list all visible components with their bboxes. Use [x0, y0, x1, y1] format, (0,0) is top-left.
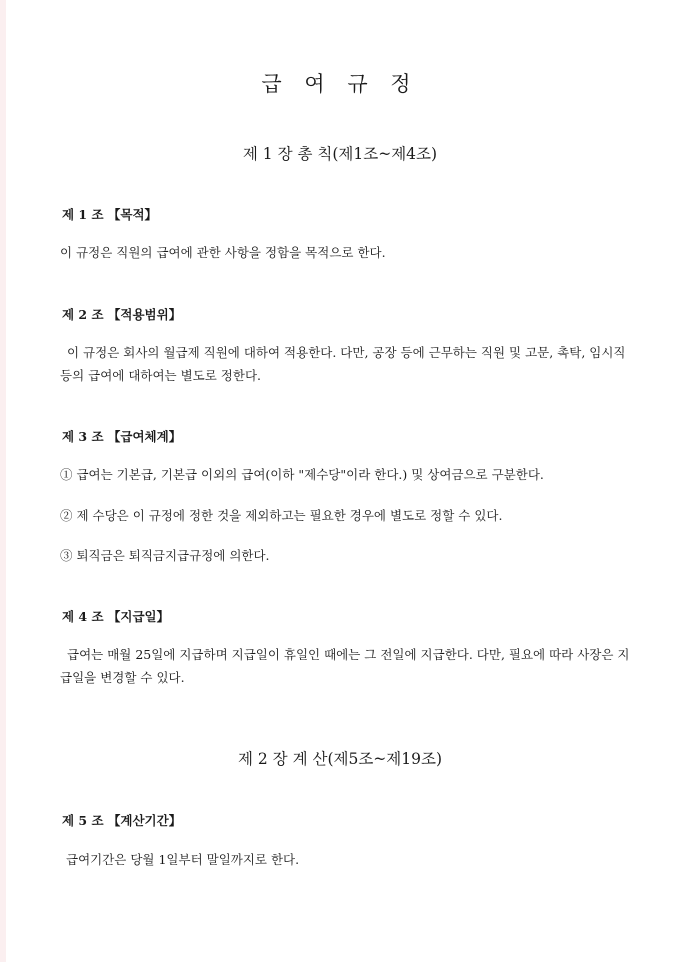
- article-2-heading: 제 2 조 【적용범위】: [62, 307, 182, 322]
- article-3-item-1: ① 급여는 기본급, 기본급 이외의 급여(이하 "제수당"이라 한다.) 및 상여금으로 구분한다.: [60, 467, 544, 482]
- article-3-item-3: ③ 퇴직금은 퇴직금지급규정에 의한다.: [60, 548, 270, 563]
- article-1-heading: 제 1 조 【목적】: [62, 207, 158, 222]
- document-title: 급 여 규 정: [261, 72, 419, 96]
- article-4-heading: 제 4 조 【지급일】: [62, 609, 170, 624]
- article-4-text: 급여는 매월 25일에 지급하며 지급일이 휴일인 때에는 그 전일에 지급한다. 다만, 필요에 따라 사장은 지급일을 변경할 수 있다.: [60, 647, 630, 685]
- article-5-text: 급여기간은 당월 1일부터 말일까지로 한다.: [66, 852, 300, 867]
- article-5-heading: 제 5 조 【계산기간】: [62, 813, 182, 828]
- article-3-heading: 제 3 조 【급여체계】: [62, 429, 182, 444]
- chapter-1-heading: 제 1 장 총 칙(제1조~제4조): [242, 145, 438, 163]
- article-3-item-2: ② 제 수당은 이 규정에 정한 것을 제외하고는 필요한 경우에 별도로 정할 수 있다.: [60, 508, 503, 523]
- article-1-text: 이 규정은 직원의 급여에 관한 사항을 정함을 목적으로 한다.: [60, 245, 386, 260]
- article-2-text: 이 규정은 회사의 월급제 직원에 대하여 적용한다. 다만, 공장 등에 근무하는 직원 및 고문, 촉탁, 임시직 등의 급여에 대하여는 별도로 정한다.: [60, 345, 626, 383]
- chapter-2-heading: 제 2 장 계 산(제5조~제19조): [237, 750, 443, 768]
